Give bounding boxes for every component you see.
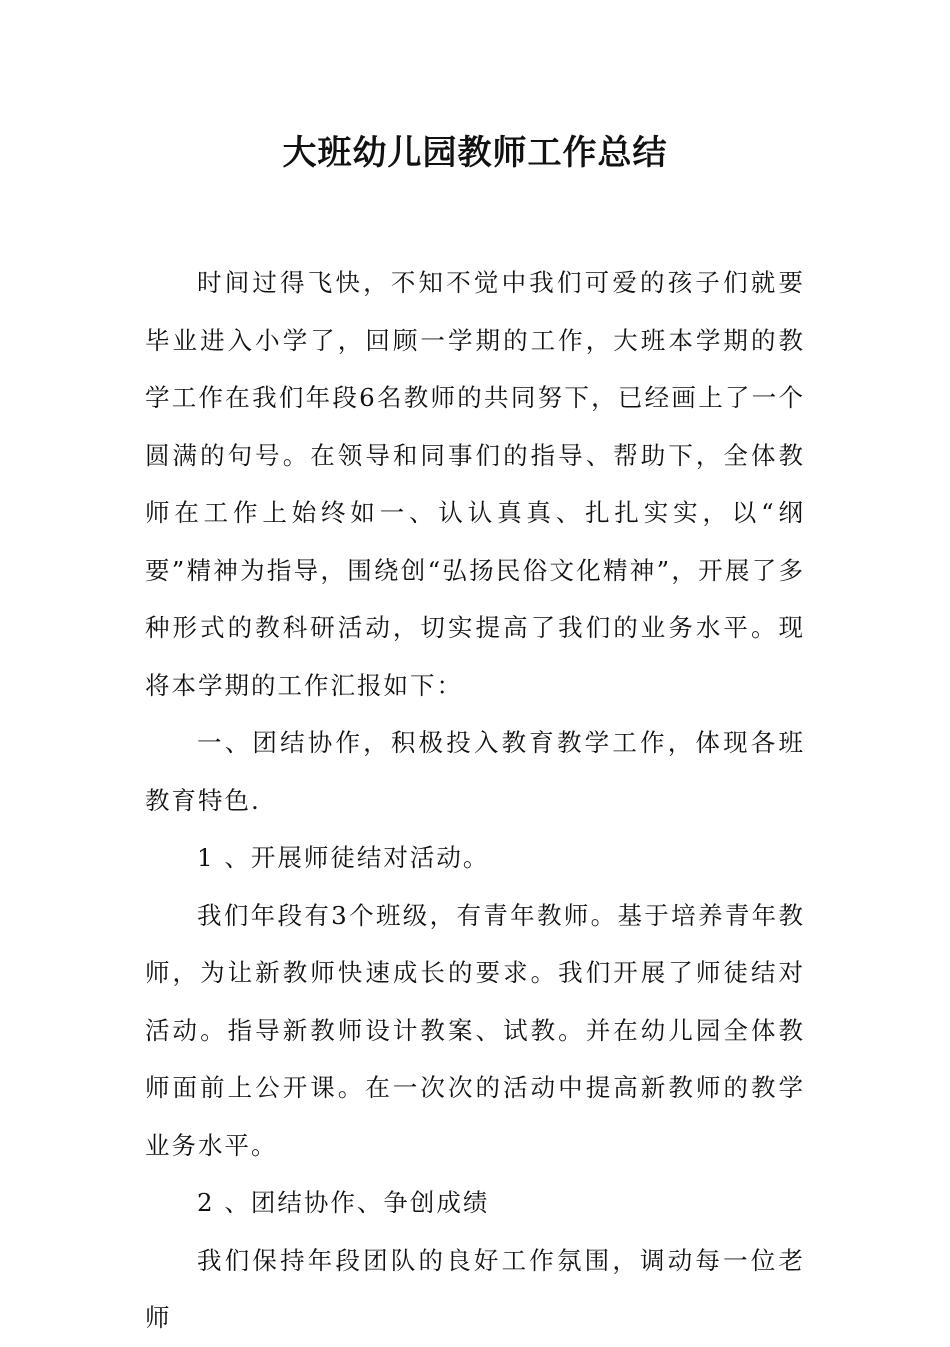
- subheading-2: 2 、团结协作、争创成绩: [197, 1188, 490, 1217]
- paragraph-teamwork: 我们保持年段团队的良好工作氛围，调动每一位老师: [145, 1245, 805, 1332]
- document-body: [145, 254, 805, 1347]
- paragraph-mentoring: 我们年段有3个班级，有青年教师。基于培养青年教师，为让新教师快速成长的要求。我们开展了师徒结对活动。指导新教师设计教案、试教。并在幼儿园全体教师面前上公开课。在一次次的活动中提高新教师的教学业务水平。: [145, 900, 805, 1160]
- document-title: 大班幼儿园教师工作总结: [282, 133, 668, 173]
- subheading-1: 1 、开展师徒结对活动。: [197, 843, 490, 872]
- section-heading-1: 一、团结协作，积极投入教育教学工作，体现各班教育特色.: [145, 728, 805, 815]
- paragraph-intro: 时间过得飞快，不知不觉中我们可爱的孩子们就要毕业进入小学了，回顾一学期的工作，大班本学期的教学工作在我们年段6名教师的共同努下，已经画上了一个圆满的句号。在领导和同事们的指导、帮助下，全体教师在工作上始终如一、认认真真、扎扎实实，以“纲要”精神为指导，围绕创“弘扬民俗文化精神”，开展了多种形式的教科研活动，切实提高了我们的业务水平。现将本学期的工作汇报如下：: [145, 268, 805, 700]
